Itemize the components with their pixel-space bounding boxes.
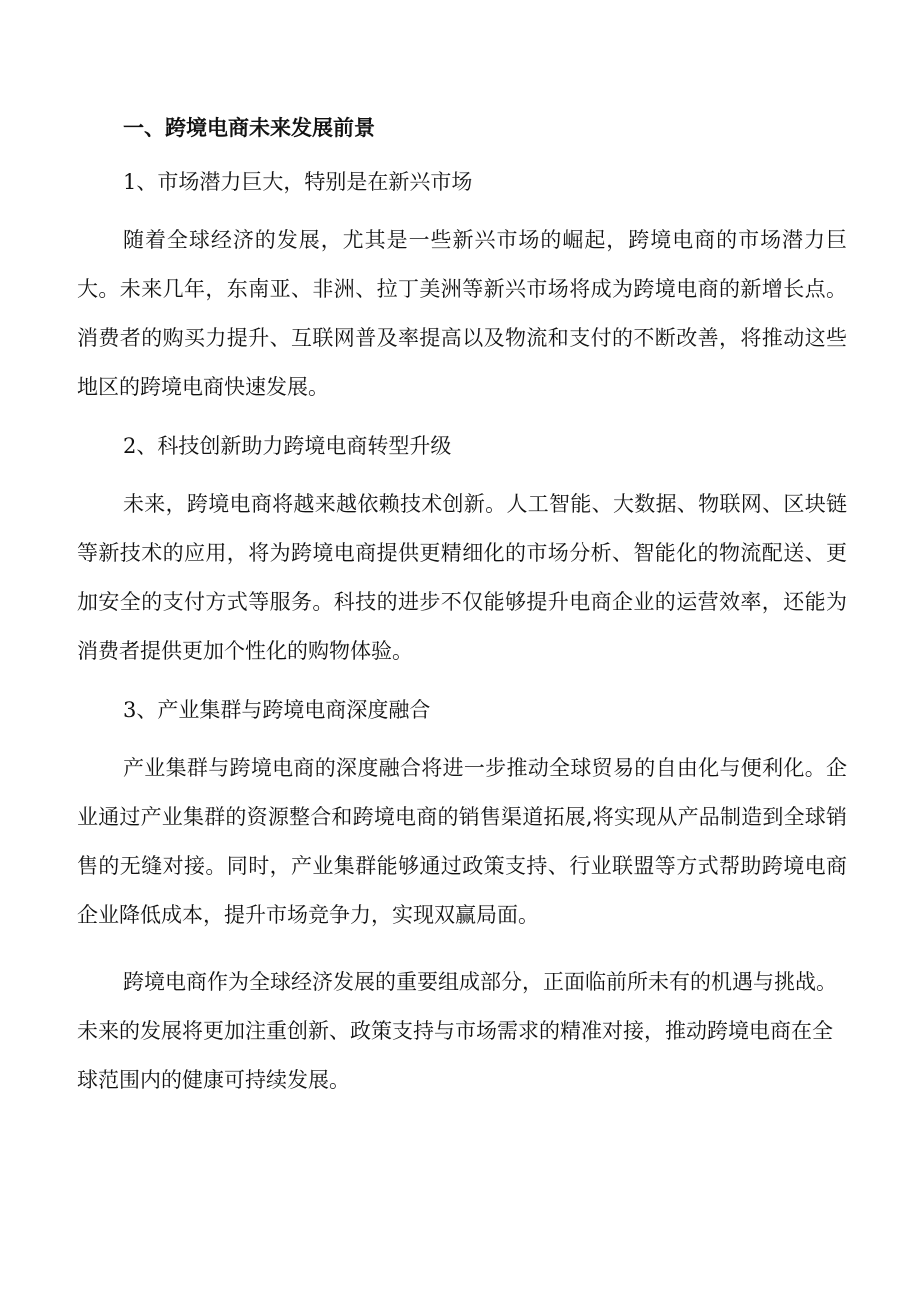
document-body (77, 108, 847, 1119)
conclusion-paragraph: 跨境电商作为全球经济发展的重要组成部分，正面临前所未有的机遇与挑战。未来的发展将更加注重创新、政策支持与市场需求的精准对接，推动跨境电商在全球范围内的健康可持续发展。 (77, 970, 837, 1092)
section-heading-2: 2、科技创新助力跨境电商转型升级 (123, 434, 452, 458)
section-paragraph-2: 未来，跨境电商将越来越依赖技术创新。人工智能、大数据、物联网、区块链等新技术的应用，将为跨境电商提供更精细化的市场分析、智能化的物流配送、更加安全的支付方式等服务。科技的进步不仅能够提升电商企业的运营效率，还能为消费者提供更加个性化的购物体验。 (77, 492, 847, 663)
section-paragraph-1: 随着全球经济的发展，尤其是一些新兴市场的崛起，跨境电商的市场潜力巨大。未来几年，东南亚、非洲、拉丁美洲等新兴市场将成为跨境电商的新增长点。消费者的购买力提升、互联网普及率提高以及物流和支付的不断改善，将推动这些地区的跨境电商快速发展。 (77, 228, 847, 399)
section-heading-1: 1、市场潜力巨大，特别是在新兴市场 (123, 170, 473, 194)
section-heading-3: 3、产业集群与跨境电商深度融合 (123, 698, 431, 722)
document-title: 一、跨境电商未来发展前景 (123, 115, 375, 140)
section-paragraph-3: 产业集群与跨境电商的深度融合将进一步推动全球贸易的自由化与便利化。企业通过产业集群的资源整合和跨境电商的销售渠道拓展,将实现从产品制造到全球销售的无缝对接。同时，产业集群能够通过政策支持、行业联盟等方式帮助跨境电商企业降低成本，提升市场竞争力，实现双赢局面。 (77, 756, 847, 927)
